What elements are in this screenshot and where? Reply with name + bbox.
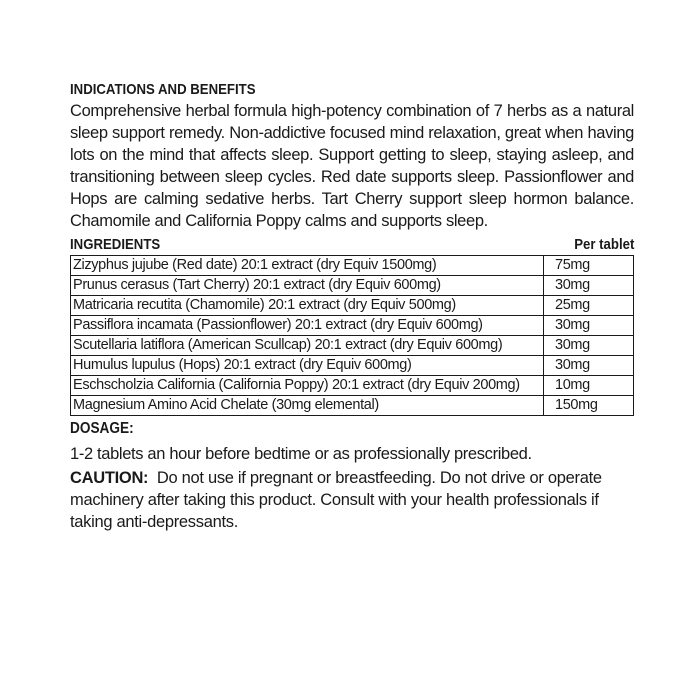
caution-block (70, 467, 634, 533)
indications-text: Comprehensive herbal formula high-potency combination of 7 herbs as a natural sleep support remedy. Non-addictive focused mind relaxation, great when having lots on the mind that affects sleep. Support getting to sleep, staying asleep, and transitioning between sleep cycles. Red date supports sleep. Passionflower and Hops are calming sedative herbs. Tart Cherry support sleep hormon balance. Chamomile and California Poppy calms and supports sleep. (70, 102, 634, 230)
ingredient-amount: 150mg (544, 396, 634, 416)
product-label-document (70, 80, 634, 533)
table-row (71, 316, 634, 336)
dosage-heading: DOSAGE: (70, 420, 134, 437)
per-tablet-header: Per tablet (573, 236, 634, 253)
caution-label: CAUTION: (70, 469, 149, 487)
caution-text: Do not use if pregnant or breastfeeding. Do not drive or operate machinery after taking this product. Consult with your health professionals if taking anti-depressants. (70, 469, 602, 531)
ingredient-name: Scutellaria latiflora (American Scullcap) 20:1 extract (dry Equiv 600mg) (71, 336, 544, 356)
ingredient-name: Passiflora incamata (Passionflower) 20:1 extract (dry Equiv 600mg) (71, 316, 544, 336)
ingredient-name: Zizyphus jujube (Red date) 20:1 extract (dry Equiv 1500mg) (71, 256, 544, 276)
ingredients-header (70, 234, 634, 255)
ingredient-name: Prunus cerasus (Tart Cherry) 20:1 extract (dry Equiv 600mg) (71, 276, 544, 296)
ingredient-amount: 30mg (544, 356, 634, 376)
ingredient-amount: 30mg (544, 336, 634, 356)
ingredient-amount: 10mg (544, 376, 634, 396)
ingredient-name: Magnesium Amino Acid Chelate (30mg elemental) (71, 396, 544, 416)
ingredient-amount: 30mg (544, 276, 634, 296)
ingredients-heading: INGREDIENTS (70, 236, 161, 253)
indications-heading: INDICATIONS AND BENEFITS (70, 81, 256, 98)
table-row (71, 276, 634, 296)
ingredient-name: Eschscholzia California (California Poppy) 20:1 extract (dry Equiv 200mg) (71, 376, 544, 396)
ingredient-name: Matricaria recutita (Chamomile) 20:1 extract (dry Equiv 500mg) (71, 296, 544, 316)
table-row (71, 396, 634, 416)
table-row (71, 296, 634, 316)
ingredient-amount: 30mg (544, 316, 634, 336)
dosage-text: 1-2 tablets an hour before bedtime or as professionally prescribed. (70, 445, 532, 463)
table-row (71, 356, 634, 376)
table-row (71, 256, 634, 276)
ingredient-amount: 75mg (544, 256, 634, 276)
table-row (71, 336, 634, 356)
ingredient-amount: 25mg (544, 296, 634, 316)
ingredient-name: Humulus lupulus (Hops) 20:1 extract (dry Equiv 600mg) (71, 356, 544, 376)
table-row (71, 376, 634, 396)
ingredients-table (70, 255, 634, 416)
